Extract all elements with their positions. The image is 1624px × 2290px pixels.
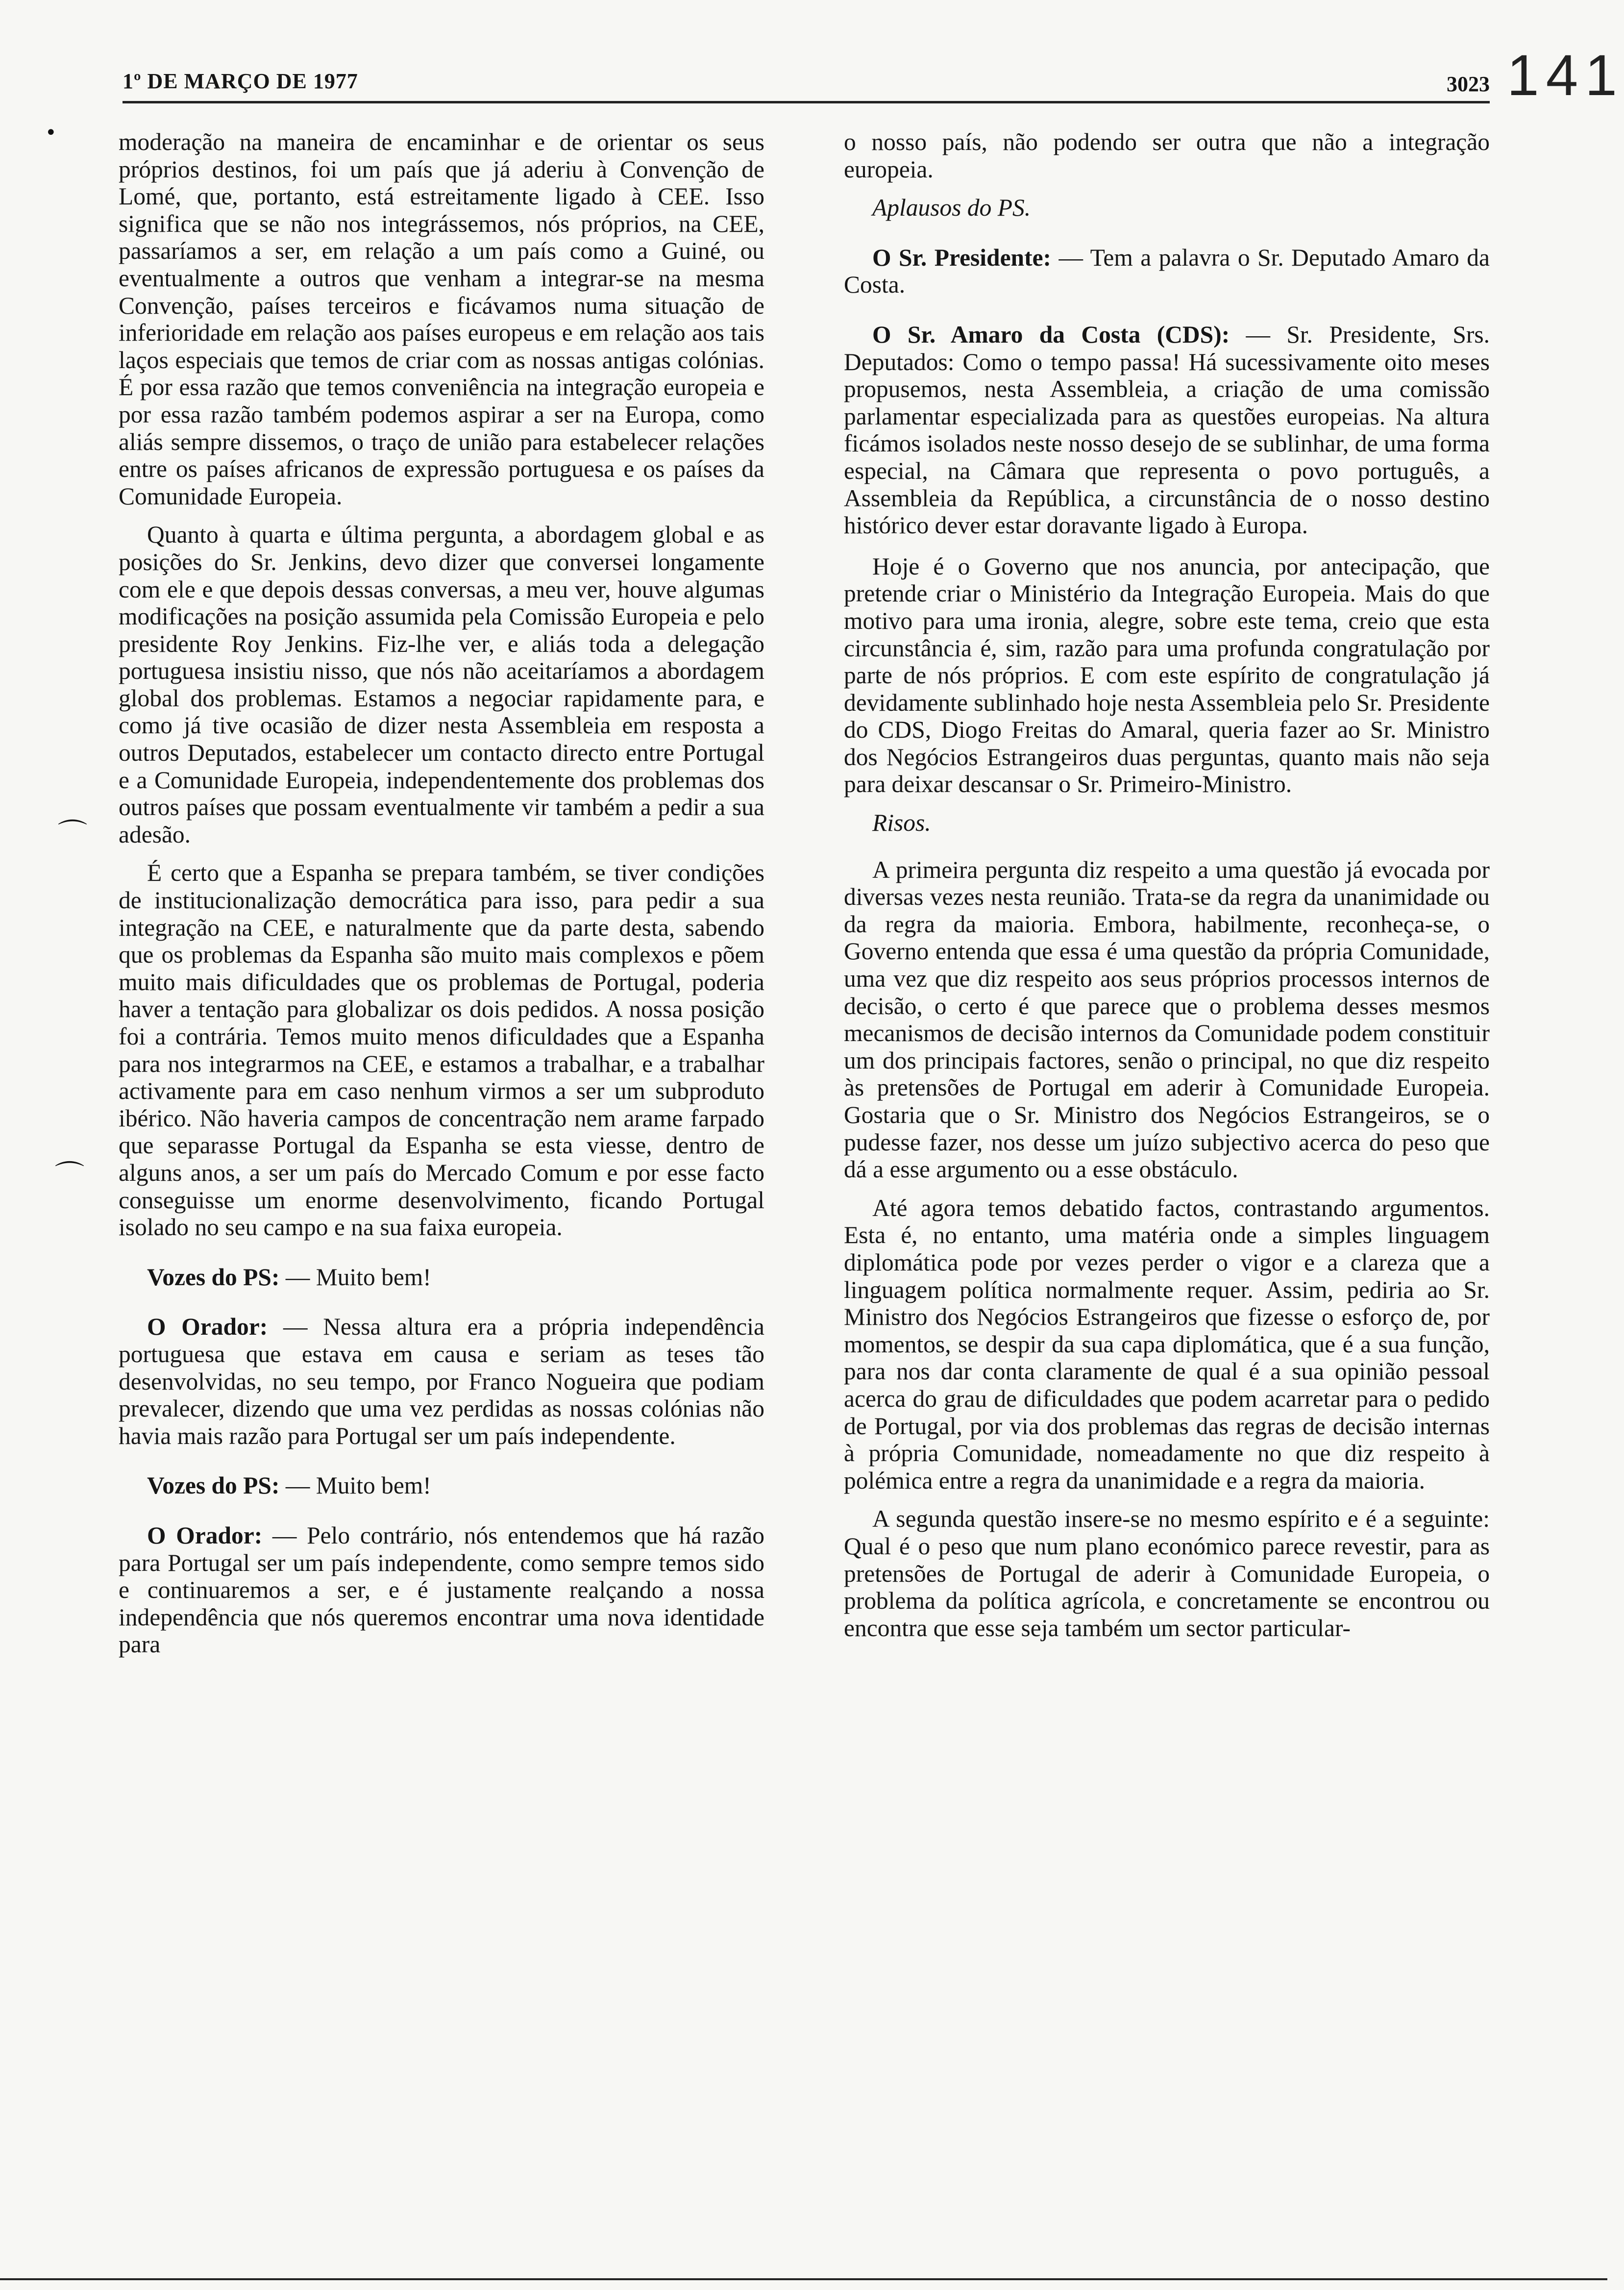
margin-bracket-mark: ⌒ [58,818,87,852]
archive-stamp-number: 141 [1507,43,1624,108]
margin-bracket-mark: ⌒ [55,1159,84,1194]
speech-paragraph [119,1313,764,1449]
speaker-name: Vozes do PS: [147,1263,280,1291]
speaker-name: Vozes do PS: [147,1472,280,1499]
body-paragraph: Quanto à quarta e última pergunta, a abordagem global e as posições do Sr. Jenkins, devo dizer que conversei longamente com ele e que depois dessas conversas, a meu ver, houve algumas modificações na posição assumida pela Comissão Europeia e pelo presidente Roy Jenkins. Fiz-lhe ver, e aliás toda a delegação portuguesa insistiu nisso, que nós não aceitaríamos a abordagem global dos problemas. Estamos a negociar rapidamente para, e como já tive ocasião de dizer nesta Assembleia em resposta a outros Deputados, estabelecer um contacto directo entre Portugal e a Comunidade Europeia, independentemente dos problemas dos outros países que possam eventualmente vir também a pedir a sua adesão. [119,521,764,848]
body-paragraph: Hoje é o Governo que nos anuncia, por antecipação, que pretende criar o Ministério da Integração Europeia. Mais do que motivo para uma ironia, alegre, sobre este tema, creio que esta circunstância é, sim, razão para uma profunda congratulação por parte de nós próprios. E com este espírito de congratulação já devidamente sublinhado hoje nesta Assembleia pelo Sr. Presidente do CDS, Diogo Freitas do Amaral, queria fazer ao Sr. Ministro dos Negócios Estrangeiros duas perguntas, quanto mais não seja para deixar descansar o Sr. Primeiro-Ministro. [844,552,1490,798]
body-paragraph: o nosso país, não podendo ser outra que não a integração europeia. [844,128,1490,183]
page-bottom-edge [0,2278,1607,2280]
right-text-column [844,128,1490,1653]
speech-text: — Tem a palavra o Sr. Deputado Amaro da Costa. [844,244,1490,299]
speech-text: — Muito bem! [279,1263,431,1291]
speech-paragraph [119,1472,764,1499]
page-number: 3023 [1447,72,1490,96]
speech-text: — Muito bem! [279,1472,431,1499]
speech-paragraph [119,1264,764,1291]
speaker-name: O Orador: [147,1521,263,1549]
body-paragraph: A segunda questão insere-se no mesmo espírito e é a seguinte: Qual é o peso que num plano económico parece revestir, para as pretensões de Portugal de aderir à Comunidade Europeia, o problema da política agrícola, e concretamente se encontrou ou encontra que esse seja também um sector particular- [844,1505,1490,1642]
left-text-column [119,128,764,1672]
speech-paragraph [844,321,1490,539]
body-paragraph: Até agora temos debatido factos, contrastando argumentos. Esta é, no entanto, uma matéria onde a simples linguagem diplomática pode por vezes perder o vigor e a clareza que a linguagem política normalmente requer. Assim, pediria ao Sr. Ministro dos Negócios Estrangeiros que fizesse o esforço de, por momentos, se despir da sua capa diplomática, que é a sua função, para nos dar conta claramente de qual é a sua opinião pessoal acerca do grau de dificuldades que podem acarretar para o pedido de Portugal, por via dos problemas das regras de decisão internas à própria Comunidade, nomeadamente no que diz respeito à polémica entre a regra da unanimidade e a regra da maioria. [844,1194,1490,1494]
header-rule [123,101,1490,103]
speech-text: — Nessa altura era a própria independência portuguesa que estava em causa e seriam as teses tão desenvolvidas, no seu tempo, por Franco Nogueira que podiam prevalecer, dizendo que uma vez perdidas as nossas colónias não havia mais razão para Portugal ser um país independente. [119,1313,764,1449]
stage-direction: Risos. [872,809,931,837]
speaker-name: O Orador: [147,1313,268,1341]
body-paragraph: moderação na maneira de encaminhar e de orientar os seus próprios destinos, foi um país que já aderiu à Convenção de Lomé, que, portanto, está estreitamente ligado à CEE. Isso significa que se não nos integrássemos, nós próprios, na CEE, passaríamos a ser, em relação a um país como a Guiné, ou eventualmente a outros que venham a integrar-se na mesma Convenção, países terceiros e ficávamos numa situação de inferioridade em relação aos países europeus e em relação aos tais laços especiais que temos de criar com as nossas antigas colónias. É por essa razão que temos conveniência na integração europeia e por essa razão também podemos aspirar a ser na Europa, como aliás sempre dissemos, o traço de união para estabelecer relações entre os países africanos de expressão portuguesa e os países da Comunidade Europeia. [119,128,764,510]
speaker-name: O Sr. Amaro da Costa (CDS): [872,321,1230,348]
body-paragraph: A primeira pergunta diz respeito a uma questão já evocada por diversas vezes nesta reunião. Trata-se da regra da unanimidade ou da regra da maioria. Embora, habilmente, reconheça-se, o Governo entenda que essa é uma questão da própria Comunidade, uma vez que diz respeito aos seus próprios processos internos de decisão, o certo é que parece que o problema desses mesmos mecanismos de decisão internos da Comunidade podem constituir um dos principais factores, senão o principal, no que diz respeito às pretensões de Portugal em aderir à Comunidade Europeia. Gostaria que o Sr. Ministro dos Negócios Estrangeiros, se o pudesse fazer, nos desse um juízo subjectivo acerca do peso que dá a esse argumento ou a esse obstáculo. [844,856,1490,1183]
speech-text: — Sr. Presidente, Srs. Deputados: Como o tempo passa! Há sucessivamente oito meses propusemos, nesta Assembleia, a criação de uma comissão parlamentar especializada para as questões europeias. Na altura ficámos isolados neste nosso desejo de se sublinhar, de uma forma especial, na Câmara que representa o povo português, a Assembleia da República, a circunstância de o nosso destino histórico dever estar doravante ligado à Europa. [844,321,1490,539]
stage-direction: Aplausos do PS. [872,194,1031,222]
speech-paragraph [844,244,1490,299]
page-header [123,59,1490,103]
speech-text: — Pelo contrário, nós entendemos que há razão para Portugal ser um país independente, como sempre temos sido e continuaremos a ser, e é justamente realçando a nossa independência que nós queremos encontrar uma nova identidade para [119,1521,764,1658]
speech-paragraph [119,1522,764,1658]
issue-date: 1º DE MARÇO DE 1977 [123,69,358,93]
margin-dot-mark: • [45,122,57,144]
speaker-name: O Sr. Presidente: [872,244,1052,271]
body-paragraph: É certo que a Espanha se prepara também, se tiver condições de institucionalização democrática para isso, para pedir a sua integração na CEE, e naturalmente que da parte desta, sabendo que os problemas da Espanha são muito mais complexos e põem muito mais dificuldades que os problemas de Portugal, poderia haver a tentação para globalizar os dois pedidos. A nossa posição foi a contrária. Temos muito menos dificuldades que a Espanha para nos integrarmos na CEE, e estamos a trabalhar, e a trabalhar activamente para em caso nenhum virmos a ser um subproduto ibérico. Não haveria campos de concentração nem arame farpado que separasse Portugal da Espanha se esta viesse, dentro de alguns anos, a ser um país do Mercado Comum e por esse facto conseguisse um enorme desenvolvimento, ficando Portugal isolado no seu campo e na sua faixa europeia. [119,859,764,1241]
